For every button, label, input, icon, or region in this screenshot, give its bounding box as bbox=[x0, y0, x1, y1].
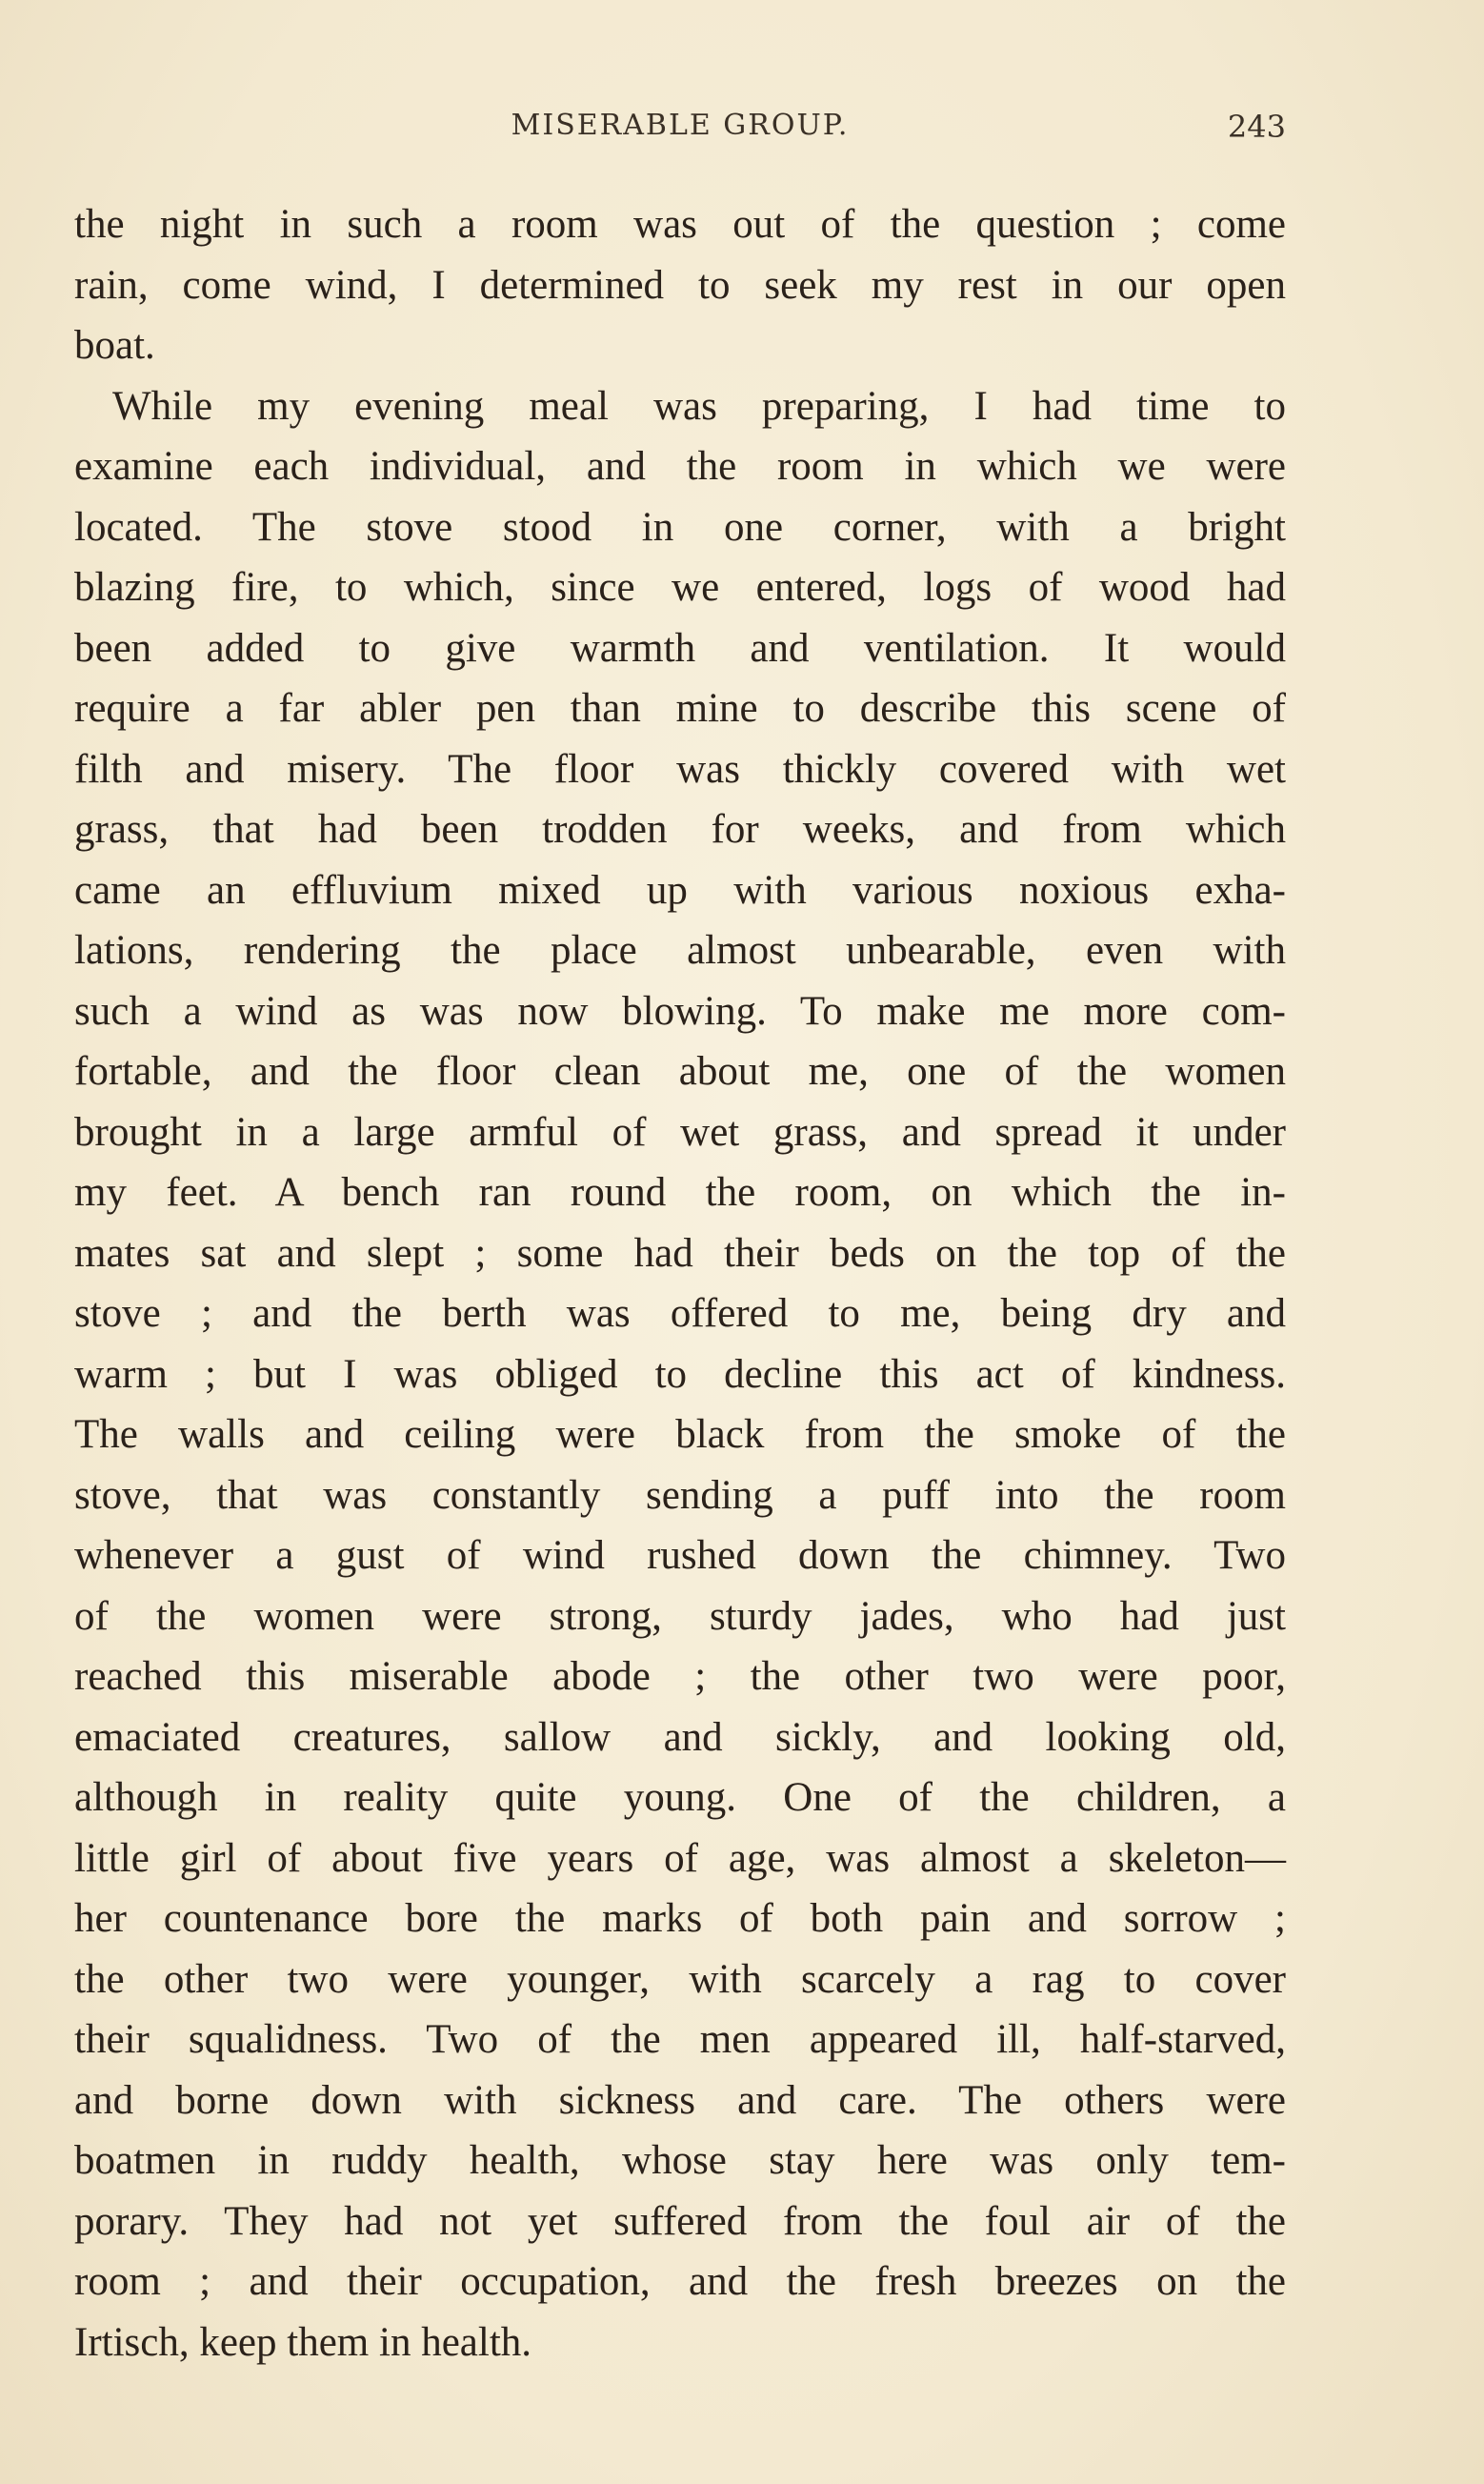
text-line: lations, rendering the place almost unbearable, even with bbox=[74, 928, 1286, 973]
text-line: little girl of about five years of age, was almost a skeleton— bbox=[74, 1835, 1286, 1881]
text-line: came an effluvium mixed up with various noxious exha- bbox=[74, 867, 1286, 913]
running-head bbox=[74, 105, 1286, 152]
text-line: blazing fire, to which, since we entered, logs of wood had bbox=[74, 565, 1286, 610]
text-line: grass, that had been trodden for weeks, and from which bbox=[74, 807, 1286, 852]
text-line: the other two were younger, with scarcely a rag to cover bbox=[74, 1956, 1286, 2002]
text-line: mates sat and slept ; some had their beds on the top of the bbox=[74, 1230, 1286, 1276]
text-line: emaciated creatures, sallow and sickly, and looking old, bbox=[74, 1714, 1286, 1760]
body-text bbox=[74, 194, 1286, 2373]
text-line: fortable, and the floor clean about me, one of the women bbox=[74, 1049, 1286, 1094]
text-line: been added to give warmth and ventilation. It would bbox=[74, 625, 1286, 671]
text-line: Irtisch, keep them in health. bbox=[74, 2319, 532, 2365]
text-line: The walls and ceiling were black from the smoke of the bbox=[74, 1412, 1286, 1457]
text-line: require a far abler pen than mine to describe this scene of bbox=[74, 686, 1286, 731]
text-line: porary. They had not yet suffered from the foul air of the bbox=[74, 2198, 1286, 2244]
text-line: warm ; but I was obliged to decline this act of kindness. bbox=[74, 1351, 1286, 1397]
text-line: her countenance bore the marks of both pain and sorrow ; bbox=[74, 1896, 1286, 1941]
text-line: although in reality quite young. One of the children, a bbox=[74, 1775, 1286, 1820]
text-line: filth and misery. The floor was thickly covered with wet bbox=[74, 746, 1286, 792]
text-line: boatmen in ruddy health, whose stay here was only tem- bbox=[74, 2138, 1286, 2183]
page-number: 243 bbox=[1227, 109, 1286, 145]
text-line: stove ; and the berth was offered to me, being dry and bbox=[74, 1291, 1286, 1336]
text-line: their squalidness. Two of the men appeared ill, half-starved, bbox=[74, 2017, 1286, 2062]
text-line: reached this miserable abode ; the other two were poor, bbox=[74, 1654, 1286, 1699]
text-line: boat. bbox=[74, 323, 155, 368]
text-line: of the women were strong, sturdy jades, who had just bbox=[74, 1593, 1286, 1639]
text-line: and borne down with sickness and care. The others were bbox=[74, 2077, 1286, 2123]
text-line: located. The stove stood in one corner, with a bright bbox=[74, 504, 1286, 550]
text-line: room ; and their occupation, and the fresh breezes on the bbox=[74, 2259, 1286, 2304]
text-line: the night in such a room was out of the question ; come bbox=[74, 202, 1286, 247]
text-line: examine each individual, and the room in which we were bbox=[74, 444, 1286, 489]
text-line: stove, that was constantly sending a puff into the room bbox=[74, 1472, 1286, 1518]
text-line: rain, come wind, I determined to seek my rest in our open bbox=[74, 262, 1286, 308]
text-line: whenever a gust of wind rushed down the chimney. Two bbox=[74, 1533, 1286, 1578]
text-line: my feet. A bench ran round the room, on which the in- bbox=[74, 1170, 1286, 1215]
text-line: brought in a large armful of wet grass, and spread it under bbox=[74, 1109, 1286, 1155]
text-line: such a wind as was now blowing. To make me more com- bbox=[74, 988, 1286, 1034]
running-title: MISERABLE GROUP. bbox=[511, 109, 850, 142]
text-line: While my evening meal was preparing, I had time to bbox=[112, 383, 1286, 429]
